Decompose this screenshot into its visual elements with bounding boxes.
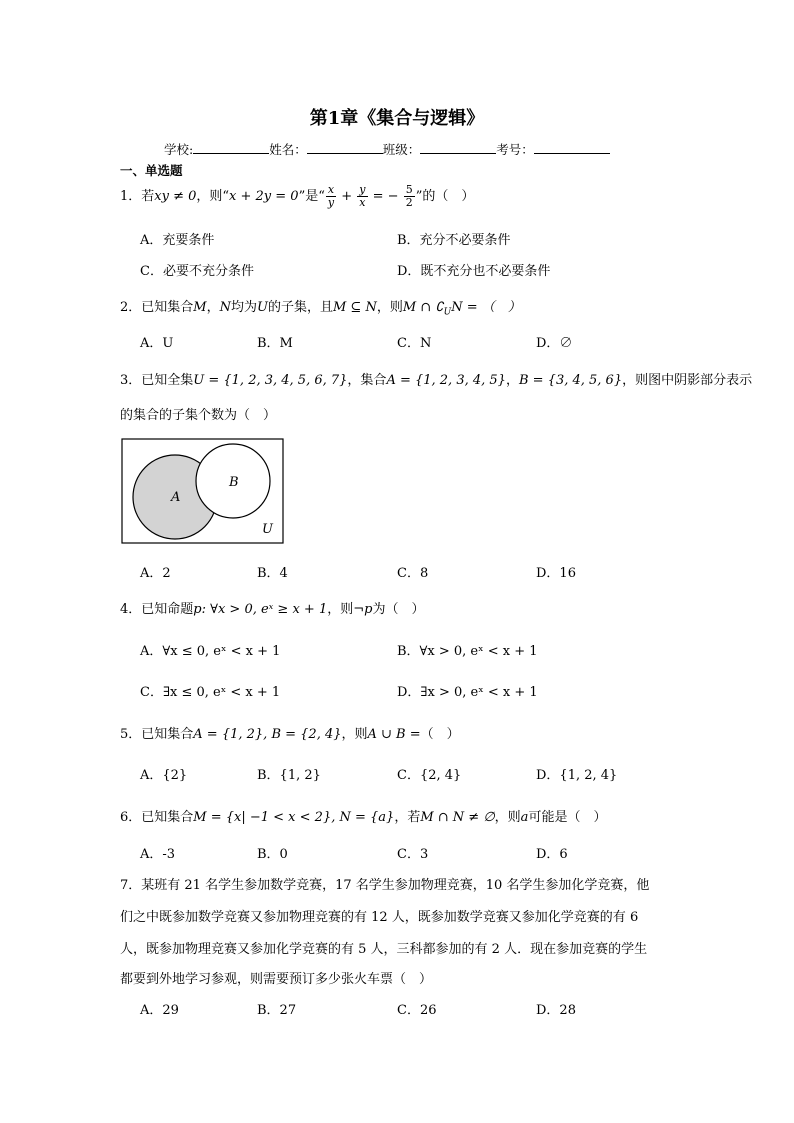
q2-option-a[interactable]: A．U (140, 336, 174, 351)
q3-option-b[interactable]: B．4 (257, 566, 288, 581)
q4-text: 4．已知命题 (120, 602, 194, 617)
q2-set-n: N (219, 300, 231, 315)
q2-text: 2．已知集合 (120, 300, 194, 315)
q6-option-c[interactable]: C．3 (397, 847, 429, 862)
q2-option-b[interactable]: B．M (257, 336, 293, 351)
q4-text: 为（ ） (372, 602, 425, 617)
q7-option-c[interactable]: C．26 (397, 1003, 437, 1018)
q3-set-b: B = {3, 4, 5, 6} (518, 373, 623, 388)
q2-text: ，则 (376, 300, 403, 315)
question-7-line-1: 7．某班有 21 名学生参加数学竞赛，17 名学生参加物理竞赛，10 名学生参加化学竞赛，他 (120, 878, 650, 893)
q1-text: ，则“ (196, 189, 230, 204)
q2-expression: M ∩ ∁ (402, 300, 444, 315)
q6-text: 可能是（ ） (528, 810, 607, 825)
q3-text: ， (505, 373, 519, 388)
section-title: 一、单选题 (120, 163, 183, 178)
q2-option-d[interactable]: D．∅ (536, 336, 573, 351)
q3-set-a: A = {1, 2, 3, 4, 5} (386, 373, 506, 388)
q6-variable-a: a (520, 810, 529, 825)
page-title: 第1章《集合与逻辑》 (309, 108, 485, 129)
q1-plus: + (337, 189, 357, 204)
q1-prefix: 1．若 (120, 189, 155, 204)
q3-set-u: U = {1, 2, 3, 4, 5, 6, 7} (193, 373, 348, 388)
question-6 (120, 806, 606, 825)
q7-option-b[interactable]: B．27 (257, 1003, 297, 1018)
school-blank (193, 141, 269, 154)
venn-label-b: B (229, 475, 239, 490)
question-1 (120, 184, 474, 209)
q2-text: 均为 (230, 300, 257, 315)
q2-set-u: U (257, 300, 268, 315)
q6-option-b[interactable]: B．0 (257, 847, 288, 862)
q1-fraction-2: $\frac{y}{x}$ (359, 183, 366, 209)
q5-text: （ ） (420, 727, 460, 742)
q4-option-c[interactable]: C．∃x ≤ 0, eˣ < x + 1 (140, 685, 281, 700)
name-label: 姓名： (269, 142, 307, 157)
q1-fraction-3: $\frac{5}{2}$ (405, 183, 413, 209)
q6-option-a[interactable]: A．-3 (140, 847, 176, 862)
venn-diagram (121, 438, 285, 546)
q1-option-a[interactable]: A．充要条件 (140, 233, 215, 248)
q1-condition: xy ≠ 0 (154, 189, 197, 204)
q3-option-a[interactable]: A．2 (140, 566, 171, 581)
q4-text: ，则 (327, 602, 354, 617)
question-5 (120, 723, 460, 742)
q2-option-c[interactable]: C．N (397, 336, 432, 351)
q6-text: ，若 (394, 810, 421, 825)
q5-option-d[interactable]: D．{1, 2, 4} (536, 768, 618, 783)
school-label: 学校: (164, 142, 194, 157)
q3-option-d[interactable]: D．16 (536, 566, 576, 581)
q6-option-d[interactable]: D．6 (536, 847, 568, 862)
q7-option-a[interactable]: A．29 (140, 1003, 179, 1018)
question-7-line-4: 都要到外地学习参观，则需要预订多少张火车票（ ） (120, 972, 433, 987)
question-7-line-2: 们之中既参加数学竞赛又参加物理竞赛的有 12 人，既参加数学竞赛又参加化学竞赛的有 6 (120, 910, 639, 925)
q5-option-a[interactable]: A．{2} (140, 768, 188, 783)
class-label: 班级： (382, 142, 421, 157)
venn-label-u: U (262, 522, 273, 537)
q5-expression: A ∪ B = (367, 727, 421, 742)
question-3-line-1 (120, 369, 752, 388)
id-blank (534, 141, 610, 154)
q1-fraction-1: $\frac{x}{y}$ (327, 183, 335, 209)
q3-text: ，则图中阴影部分表示 (622, 373, 753, 388)
venn-label-a: A (171, 490, 181, 505)
q2-comma: ， (206, 300, 220, 315)
q3-text: ，集合 (347, 373, 387, 388)
q6-sets: M = {x| −1 < x < 2}, N = {a} (193, 810, 395, 825)
q1-equals-minus: = − (368, 189, 403, 204)
q5-text: ，则 (341, 727, 368, 742)
q2-complement-subscript: U (443, 307, 452, 318)
q6-condition: M ∩ N ≠ ∅ (420, 810, 495, 825)
q6-text: 6．已知集合 (120, 810, 194, 825)
question-2 (120, 296, 521, 318)
q4-negation: ¬p (353, 602, 373, 617)
q1-equation: x + 2y = 0 (229, 189, 299, 204)
q4-option-b[interactable]: B．∀x > 0, eˣ < x + 1 (397, 644, 538, 659)
q1-option-d[interactable]: D．既不充分也不必要条件 (397, 264, 551, 279)
name-blank (307, 141, 383, 154)
q5-sets: A = {1, 2}, B = {2, 4} (193, 727, 342, 742)
q2-relation: M ⊆ N (332, 300, 377, 315)
q1-option-c[interactable]: C．必要不充分条件 (140, 264, 254, 279)
student-info-line (164, 140, 610, 158)
question-3-line-2: 的集合的子集个数为（ ） (120, 408, 277, 423)
q1-option-b[interactable]: B．充分不必要条件 (397, 233, 511, 248)
class-blank (420, 141, 496, 154)
question-4 (120, 598, 424, 617)
q3-text: 3．已知全集 (120, 373, 194, 388)
q5-option-c[interactable]: C．{2, 4} (397, 768, 462, 783)
q4-option-d[interactable]: D．∃x > 0, eˣ < x + 1 (397, 685, 538, 700)
q5-option-b[interactable]: B．{1, 2} (257, 768, 321, 783)
q5-text: 5．已知集合 (120, 727, 194, 742)
q4-option-a[interactable]: A．∀x ≤ 0, eˣ < x + 1 (140, 644, 281, 659)
question-7-line-3: 人，既参加物理竞赛又参加化学竞赛的有 5 人，三科都参加的有 2 人．现在参加竞赛的学生 (120, 942, 648, 957)
q2-expression-end: N = （ ） (451, 300, 521, 315)
q7-option-d[interactable]: D．28 (536, 1003, 576, 1018)
q2-set-m: M (193, 300, 207, 315)
q2-text: 的子集，且 (267, 300, 333, 315)
q1-text: ”是“ (298, 189, 325, 204)
q6-text: ，则 (494, 810, 521, 825)
id-label: 考号： (496, 142, 534, 157)
q4-proposition: p: ∀x > 0, eˣ ≥ x + 1 (193, 602, 328, 617)
q1-suffix: ”的（ ） (415, 189, 475, 204)
q3-option-c[interactable]: C．8 (397, 566, 429, 581)
